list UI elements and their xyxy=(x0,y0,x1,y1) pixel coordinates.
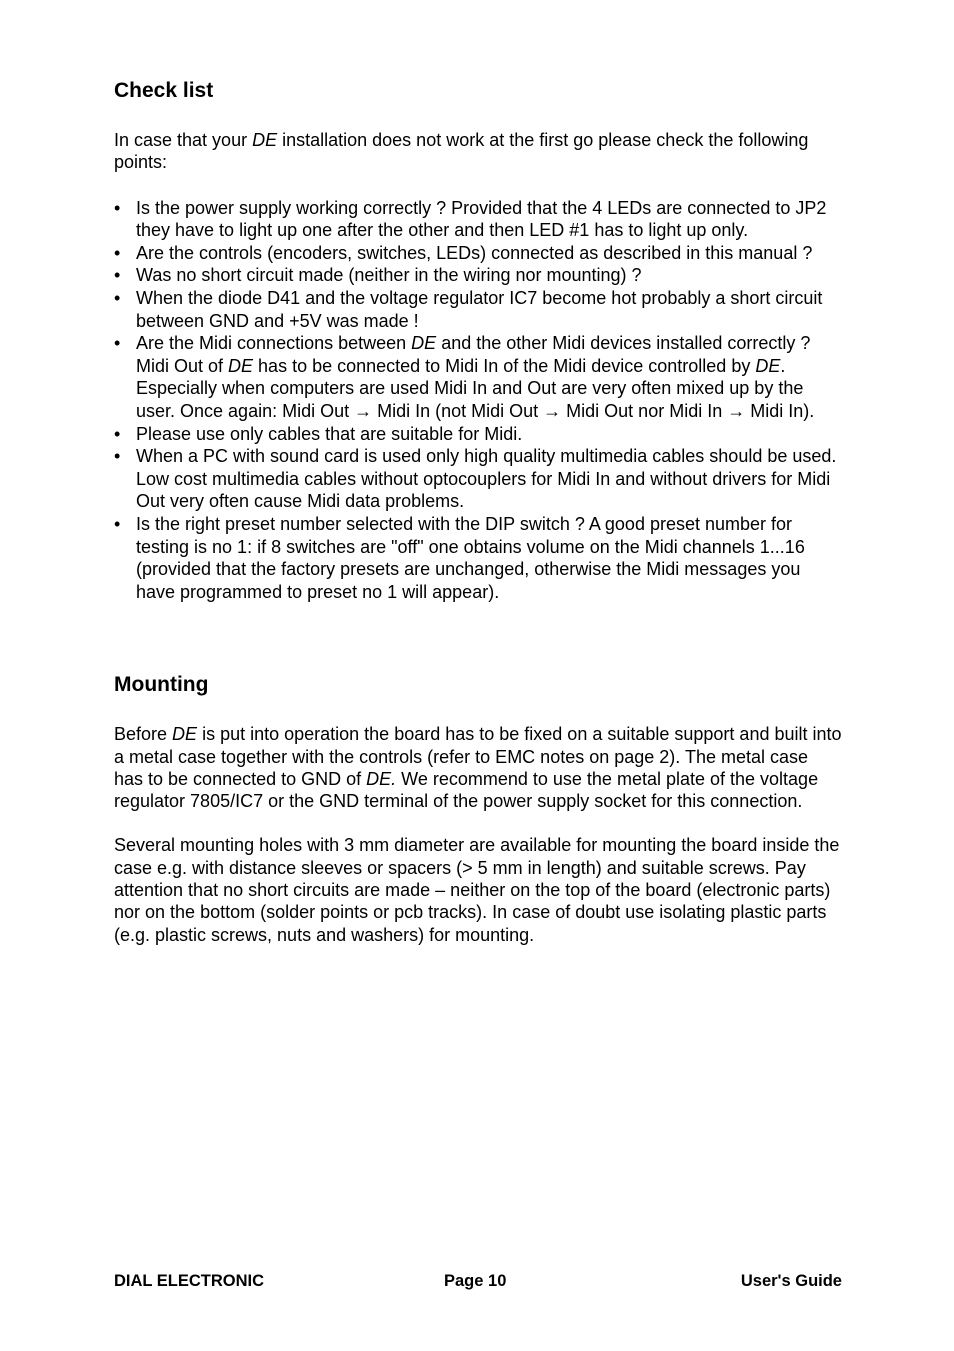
bullet-icon: • xyxy=(114,446,121,467)
bullet-icon: • xyxy=(114,287,121,308)
mounting-heading: Mounting xyxy=(114,673,209,697)
bullet-icon: • xyxy=(114,242,121,263)
page-content xyxy=(114,78,842,946)
bullet-icon: • xyxy=(114,513,121,534)
bullet-icon: • xyxy=(114,197,121,218)
mounting-paragraph-2: Several mounting holes with 3 mm diameter are available for mounting the board inside the case e.g. with distance sleeves or spacers (> 5 mm in length) and suitable screws. Pay attention that no short circuits are made – neither on the top of the board (electronic parts) nor on the bottom (solder points or pcb tracks). In case of doubt use isolating plastic parts (e.g. plastic screws, nuts and washers) for mounting. xyxy=(114,835,840,945)
footer-page-number: Page 10 xyxy=(444,1272,507,1290)
list-item: • When the diode D41 and the voltage regulator IC7 become hot probably a short circuit between GND and +5V was made ! xyxy=(114,287,823,331)
list-item: • Please use only cables that are suitable for Midi. xyxy=(114,423,523,444)
list-item: • Are the Midi connections between DE and the other Midi devices installed correctly ? Midi Out of DE has to be connected to Midi In of the Midi device controlled by DE. Especially when computers are used Midi In and Out are very often mixed up by the user. Once again: Midi Out → Midi In (not Midi Out → Midi Out nor Midi In → Midi In). xyxy=(114,333,815,421)
footer-doc-title: User's Guide xyxy=(740,1272,842,1290)
bullet-icon: • xyxy=(114,333,121,354)
list-item: • Is the power supply working correctly ? Provided that the 4 LEDs are connected to JP2 they have to light up one after the other and then LED #1 has to light up only. xyxy=(114,197,827,241)
list-item: • Was no short circuit made (neither in the wiring nor mounting) ? xyxy=(114,265,642,286)
list-item: • Is the right preset number selected with the DIP switch ? A good preset number for testing is no 1: if 8 switches are "off" one obtains volume on the Midi channels 1...16 (provided that the factory presets are unchanged, otherwise the Midi messages you have programmed to preset no 1 will appear). xyxy=(114,513,805,602)
list-item: • When a PC with sound card is used only high quality multimedia cables should be used. Low cost multimedia cables without optocouplers for Midi In and without drivers for Midi Out very often cause Midi data problems. xyxy=(114,446,837,512)
checklist-list xyxy=(114,197,842,604)
page-footer xyxy=(114,1272,842,1294)
bullet-icon: • xyxy=(114,423,121,444)
list-item: • Are the controls (encoders, switches, LEDs) connected as described in this manual ? xyxy=(114,242,813,263)
mounting-paragraph-1: Before DE is put into operation the board has to be fixed on a suitable support and built into a metal case together with the controls (refer to EMC notes on page 2). The metal case has to be connected to GND of DE. We recommend to use the metal plate of the voltage regulator 7805/IC7 or the GND terminal of the power supply socket for this connection. xyxy=(114,724,842,812)
bullet-icon: • xyxy=(114,265,121,286)
checklist-intro: In case that your DE installation does not work at the first go please check the following points: xyxy=(114,130,809,173)
footer-company: DIAL ELECTRONIC xyxy=(114,1272,265,1290)
checklist-heading: Check list xyxy=(114,79,214,102)
